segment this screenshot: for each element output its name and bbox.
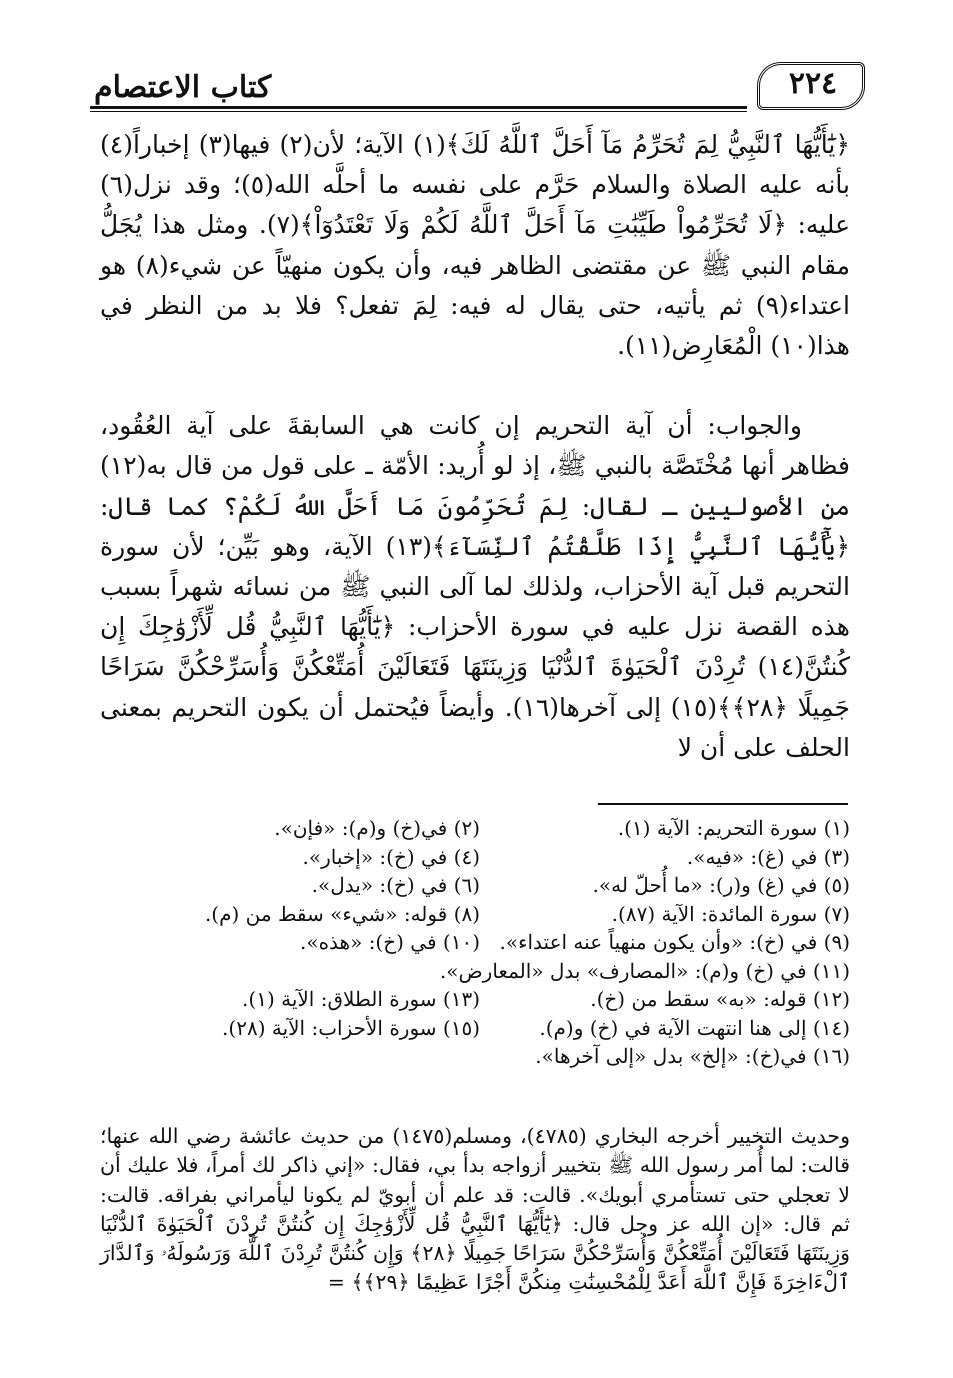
footnote-row	[110, 900, 850, 929]
footnote: (١١) في (خ) و(م): «المصارف» بدل «المعارض».	[439, 958, 850, 983]
footnote: (١٥) سورة الأحزاب: الآية (٢٨).	[222, 1015, 480, 1040]
footnote: (٩) في (خ): «وأن يكون منهياً عنه اعتداء».	[499, 930, 850, 954]
footnote: (٤) في (خ): «إخبار».	[302, 844, 480, 869]
footnote-row	[110, 843, 850, 872]
footnote: (١) سورة التحريم: الآية (١).	[617, 816, 850, 840]
paragraph-1: ﴿يَٰٓأَيُّهَا ٱلنَّبِيُّ لِمَ تُحَرِّمُ مَآ أَحَلَّ ٱللَّهُ لَكَ﴾(١) الآية؛ لأن(٢) فيها(٣) إخباراً(٤) بأنه عليه الصلاة والسلام حَرَّم على نفسه ما أحلَّه الله(٥)؛ وقد نزل(٦) عليه: ﴿لَا تُحَرِّمُواْ طَيِّبَٰتِ مَآ أَحَلَّ ٱللَّهُ لَكُمْ وَلَا تَعْتَدُوٓاْ﴾(٧). ومثل هذا يُجَلُّ مقام النبي ﷺ عن مقتضى الظاهر فيه، وأن يكون منهيّاً عن شيء(٨) هو اعتداء(٩) ثم يأتيه، حتى يقال له فيه: لِمَ تفعل؟ فلا بد من النظر في هذا(١٠) الْمُعَارِض(١١).	[100, 130, 851, 361]
footnote: (١٤) إلى هنا انتهت الآية في (خ) و(م).	[539, 1015, 850, 1040]
running-header	[90, 62, 865, 112]
footnote: (٧) سورة المائدة: الآية (٨٧).	[611, 901, 850, 926]
footnote: (٥) في (غ) و(ر): «ما أُحلّ له».	[592, 873, 850, 897]
footnote: (١٢) قوله: «به» سقط من (خ).	[590, 987, 850, 1011]
footnote-row	[110, 928, 850, 957]
main-text	[100, 125, 850, 768]
book-title: كتاب الاعتصام	[94, 70, 272, 105]
footnote-row	[110, 814, 850, 843]
header-rule-thin	[90, 111, 747, 112]
footnote-row	[110, 957, 850, 986]
footnote-row	[110, 1042, 850, 1071]
footnote: (٢) في(خ) و(م): «فإن».	[274, 816, 480, 840]
footnote-separator	[598, 803, 848, 805]
footnote: (٣) في (غ): «فيه».	[686, 844, 850, 869]
footnote: (١٣) سورة الطلاق: الآية (١).	[242, 987, 480, 1011]
footnote-row	[110, 1014, 850, 1043]
footnote: (١٦) في(خ): «إلخ» بدل «إلى آخرها».	[535, 1044, 850, 1068]
hadith-note: وحديث التخيير أخرجه البخاري (٤٧٨٥)، ومسلم(١٤٧٥) من حديث عائشة رضي الله عنها؛ قالت: لما أُمر رسول الله ﷺ بتخيير أزواجه بدأ بي، فقال: «إني ذاكر لك أمراً، فلا عليك أن لا تعجلي حتى تستأمري أبويك». قالت: قد علم أن أبويّ لم يكونا ليأمراني بفراقه. قالت: ثم قال: «إن الله عز وجل قال: ﴿يَٰٓأَيُّهَا ٱلنَّبِيُّ قُل لِّأَزْوَٰجِكَ إِن كُنتُنَّ تُرِدْنَ ٱلْحَيَوٰةَ ٱلدُّنْيَا وَزِينَتَهَا فَتَعَالَيْنَ أُمَتِّعْكُنَّ وَأُسَرِّحْكُنَّ سَرَاحًا جَمِيلًا ﴿٢٨﴾ وَإِن كُنتُنَّ تُرِدْنَ ٱللَّهَ وَرَسُولَهُۥ وَٱلدَّارَ ٱلْءَاخِرَةَ فَإِنَّ ٱللَّهَ أَعَدَّ لِلْمُحْسِنَٰتِ مِنكُنَّ أَجْرًا عَظِيمًا ﴿٢٩﴾﴾ =	[100, 1124, 850, 1295]
header-rule	[90, 106, 747, 109]
footnote: (٨) قوله: «شيء» سقط من (م).	[204, 901, 480, 926]
footnote-row	[110, 871, 850, 900]
footnote: (٦) في (خ): «يدل».	[311, 873, 480, 897]
footnote-row	[110, 985, 850, 1014]
paragraph-2: والجواب: أن آية التحريم إن كانت هي السابقةَ على آية العُقُود، فظاهر أنها مُخْتَصَّة بالنبي ﷺ، إذ لو أُريد: الأمّة ـ على قول من قال به(١٢) من الأصوليين ـ لقال: لِمَ تُحَرِّمُونَ مَا أَحَلَّ اللهُ لَكُمْ؟ كما قال: ﴿يَٰٓأَيُّهَا ٱلنَّبِيُّ إِذَا طَلَّقْتُمُ ٱلنِّسَآءَ﴾(١٣) الآية، وهو بَيِّن؛ لأن سورة التحريم قبل آية الأحزاب، ولذلك لما آلى النبي ﷺ من نسائه شهراً بسبب هذه القصة نزل عليه في سورة الأحزاب: ﴿يَٰٓأَيُّهَا ٱلنَّبِيُّ قُل لِّأَزْوَٰجِكَ إِن كُنتُنَّ(١٤) تُرِدْنَ ٱلْحَيَوٰةَ ٱلدُّنْيَا وَزِينَتَهَا فَتَعَالَيْنَ أُمَتِّعْكُنَّ وَأُسَرِّحْكُنَّ سَرَاحًا جَمِيلًا ﴿٢٨﴾﴾(١٥) إلى آخرها(١٦). وأيضاً فيُحتمل أن يكون التحريم بمعنى الحلف على أن لا	[100, 411, 850, 762]
footnotes	[110, 814, 850, 1071]
footnote: (١٠) في (خ): «هذه».	[299, 930, 480, 954]
page-number: ٢٢٤	[788, 66, 838, 101]
